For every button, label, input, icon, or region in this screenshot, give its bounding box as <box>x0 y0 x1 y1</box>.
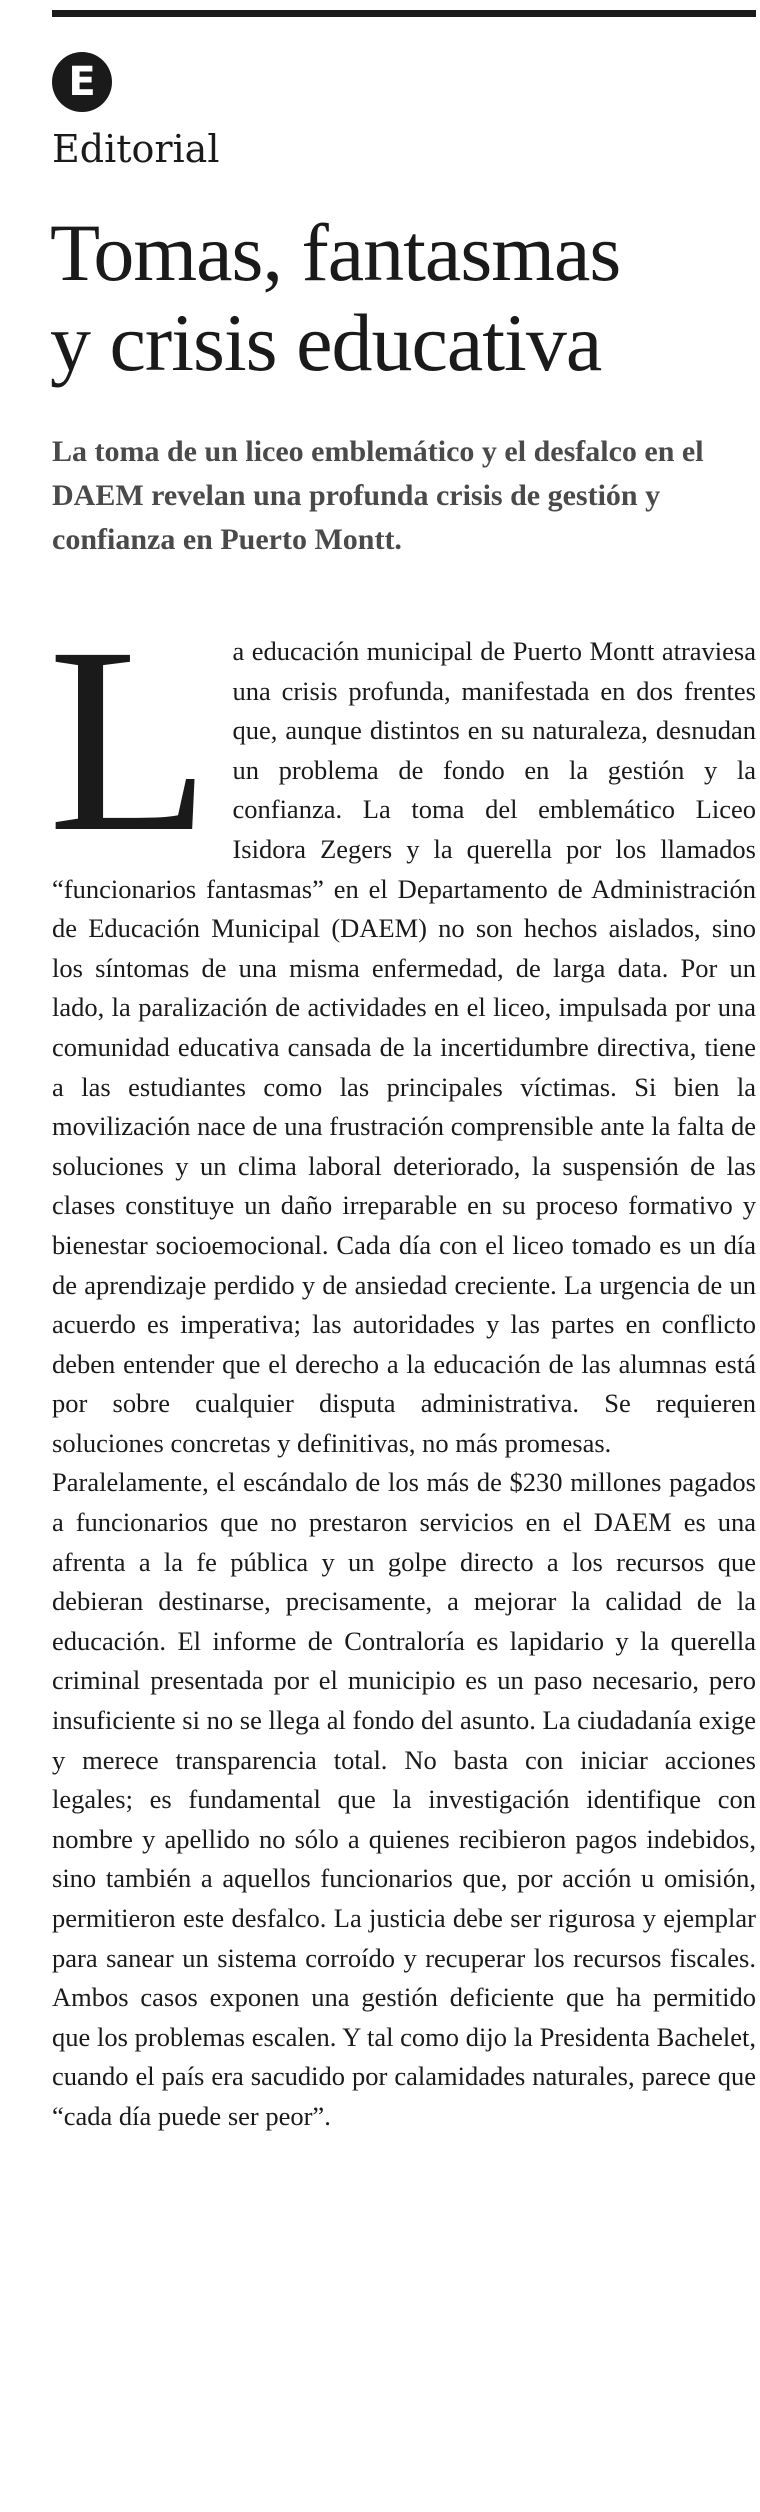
section-label: Editorial <box>52 127 220 171</box>
headline-line-1: Tomas, fantasmas <box>50 207 621 298</box>
top-rule <box>52 10 756 17</box>
paragraph-2: Paralelamente, el escándalo de los más de $230 millones pagados a funcionarios que no prestaron servicios en el DAEM es una afrenta a la fe pública y un golpe directo a los recursos que debieran destinarse, precisamente, a mejorar la calidad de la educación. El informe de Contraloría es lapidario y la querella criminal presentada por el municipio es un paso necesario, pero insuficiente si no se llega al fondo del asunto. La ciudadanía exige y merece transparencia total. No basta con iniciar acciones legales; es fundamental que la investigación identifique con nombre y apellido no sólo a quienes recibieron pagos indebidos, sino también a aquellos funcionarios que, por acción u omisión, permitieron este desfalco. La justicia debe ser rigurosa y ejemplar para sanear un sistema corroído y recuperar los recursos fiscales. Ambos casos exponen una gestión deficiente que ha permitido que los problemas escalen. Y tal como dijo la Presidenta Bachelet, cuando el país era sacudido por calamidades naturales, parece que “cada día puede ser peor”. <box>52 1467 756 2131</box>
paragraph-1-text: a educación municipal de Puerto Montt atraviesa una crisis profunda, manifestada en dos frentes que, aunque distintos en su naturaleza, desnudan un problema de fondo en la gestión y la confianza. La toma del emblemático Liceo Isidora Zegers y la querella por los llamados “funcionarios fantasmas” en el Departamento de Administración de Educación Municipal (DAEM) no son hechos aislados, sino los síntomas de una misma enfermedad, de larga data. Por un lado, la paralización de actividades en el liceo, impulsada por una comunidad educativa cansada de la incertidumbre directiva, tiene a las estudiantes como las principales víctimas. Si bien la movilización nace de una frustración comprensible ante la falta de soluciones y un clima laboral deteriorado, la suspensión de las clases constituye un daño irreparable en su proceso formativo y bienestar socioemocional. Cada día con el liceo tomado es un día de aprendizaje perdido y de ansiedad creciente. La urgencia de un acuerdo es imperativa; las autoridades y las partes en conflicto deben entender que el derecho a la educación de las alumnas está por sobre cualquier disputa administrativa. Se requieren soluciones concretas y definitivas, no más promesas. <box>52 636 756 1458</box>
deck-subheadline: La toma de un liceo emblemático y el desfalco en el DAEM revelan una profunda crisis de gestión y confianza en Puerto Montt. <box>52 435 704 556</box>
section-badge-letter: E <box>68 59 96 105</box>
headline <box>50 208 750 388</box>
drop-cap: L <box>48 592 211 887</box>
paragraph-1 <box>48 592 756 1463</box>
headline-line-2: y crisis educativa <box>50 297 602 388</box>
article-body <box>48 592 756 2137</box>
section-badge <box>52 52 112 112</box>
